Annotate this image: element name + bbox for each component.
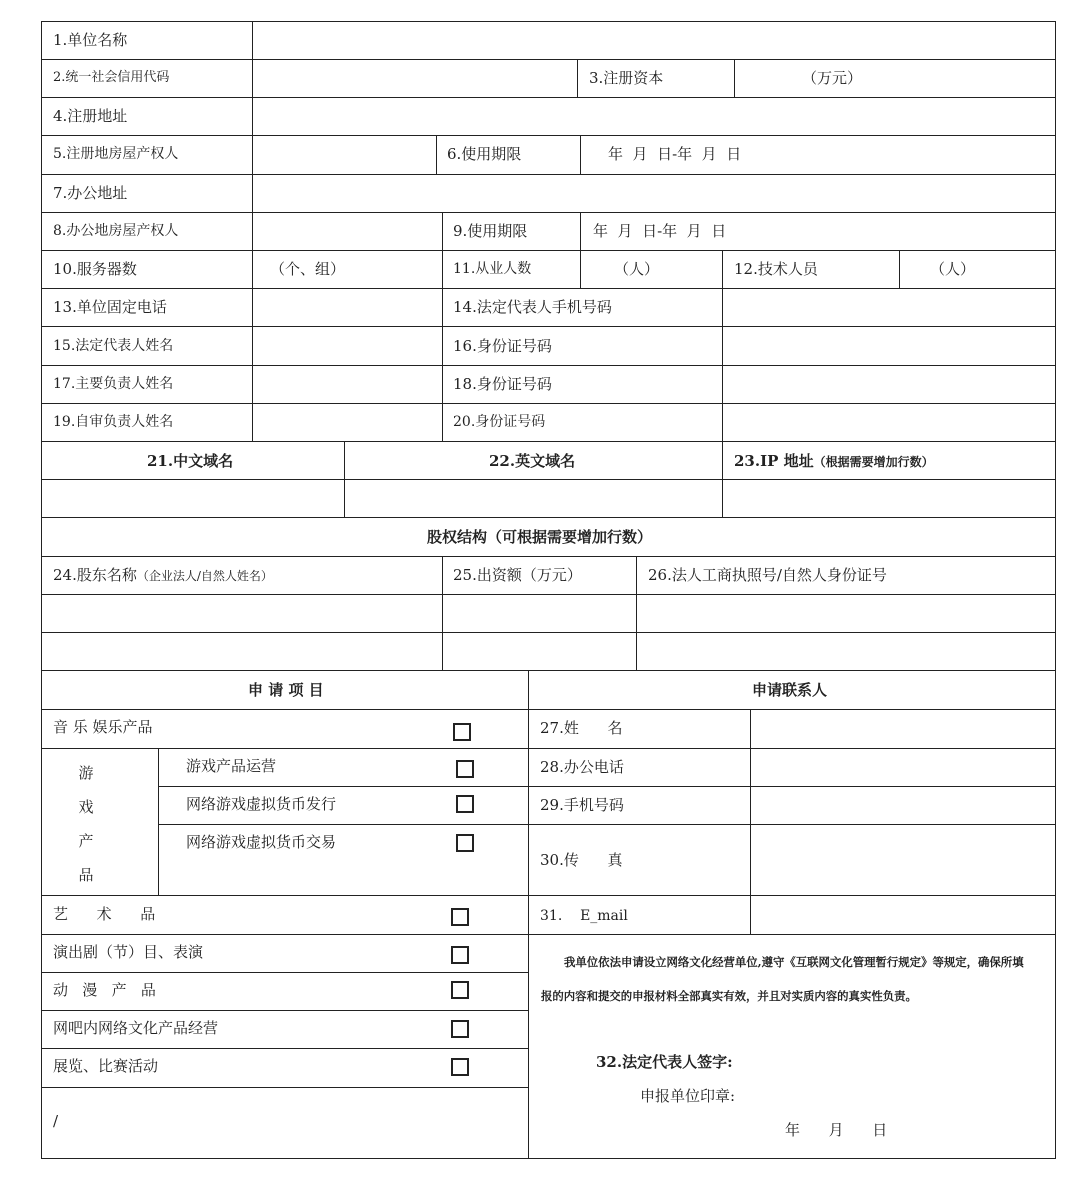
col-rule [528, 670, 529, 1159]
row-rule [41, 1087, 529, 1088]
reg-address-label: 4.注册地址 [53, 107, 128, 125]
capital-field[interactable] [443, 633, 636, 670]
border [41, 1158, 1056, 1159]
row-rule [41, 895, 529, 896]
shareholder-field[interactable] [42, 595, 442, 632]
en-domain-field[interactable] [345, 480, 722, 517]
col-rule [577, 59, 578, 98]
office-owner-field[interactable] [253, 213, 442, 250]
signature-field[interactable] [760, 1045, 1040, 1077]
row-rule [41, 972, 529, 973]
equity-title: 股权结构（可根据需要增加行数） [427, 528, 653, 546]
reg-capital-label: 3.注册资本 [589, 69, 664, 87]
ip-address-field[interactable] [723, 480, 1055, 517]
shareholder-field[interactable] [42, 633, 442, 670]
row-rule [41, 556, 1056, 557]
office-period-label: 9.使用期限 [453, 222, 528, 240]
contact-name-label: 27.姓 名 [540, 719, 623, 737]
border [41, 21, 42, 1159]
game-group-char: 戏 [78, 798, 94, 816]
legal-rep-id-label: 16.身份证号码 [453, 337, 552, 355]
apply-title: 申 请 项 目 [248, 681, 324, 699]
capital-field[interactable] [443, 595, 636, 632]
office-phone-field[interactable] [751, 749, 1055, 786]
capital-header: 25.出资额（万元） [453, 566, 582, 584]
game-group-char: 游 [78, 764, 94, 782]
office-owner-label: 8.办公地房屋产权人 [53, 223, 179, 239]
license-field[interactable] [637, 633, 1055, 670]
auditor-id-label: 20.身份证号码 [453, 414, 546, 430]
row-rule [41, 517, 1056, 518]
fixed-phone-label: 13.单位固定电话 [53, 298, 167, 316]
col-rule [436, 135, 437, 175]
row-rule [41, 212, 1056, 213]
contact-name-field[interactable] [751, 710, 1055, 748]
vc-trade-label: 网络游戏虚拟货币交易 [186, 833, 337, 851]
office-phone-label: 28.办公电话 [540, 758, 624, 776]
contact-mobile-label: 29.手机号码 [540, 796, 624, 814]
cn-domain-field[interactable] [42, 480, 344, 517]
legal-rep-mobile-field[interactable] [723, 289, 1055, 326]
row-rule [41, 748, 529, 749]
ip-address-note: （根据需要增加行数） [813, 455, 934, 469]
row-rule [41, 670, 1056, 671]
music-checkbox[interactable] [453, 723, 471, 741]
game-group-char: 产 [78, 832, 94, 850]
signature-label: 32.法定代表人签字: [596, 1053, 733, 1071]
manager-id-label: 18.身份证号码 [453, 375, 552, 393]
animation-label: 动 漫 产 品 [53, 981, 156, 999]
legal-rep-name-field[interactable] [253, 327, 442, 365]
row-rule [41, 441, 1056, 442]
col-rule [158, 748, 159, 896]
manager-name-label: 17.主要负责人姓名 [53, 376, 174, 392]
row-rule [41, 934, 529, 935]
row-rule [41, 250, 1056, 251]
legal-rep-id-field[interactable] [723, 327, 1055, 365]
legal-rep-name-label: 15.法定代表人姓名 [53, 338, 174, 354]
manager-name-field[interactable] [253, 366, 442, 403]
office-period-value: 年 月 日-年 月 日 [593, 222, 727, 240]
exhibition-checkbox[interactable] [451, 1058, 469, 1076]
reg-owner-field[interactable] [253, 136, 436, 174]
office-address-field[interactable] [253, 175, 1055, 212]
reg-address-field[interactable] [253, 98, 1055, 135]
fixed-phone-field[interactable] [253, 289, 442, 326]
servers-unit: （个、组） [270, 260, 346, 278]
office-address-label: 7.办公地址 [53, 184, 128, 202]
ip-address-header: 23.IP 地址（根据需要增加行数） [734, 452, 934, 470]
col-rule [442, 212, 443, 442]
auditor-id-field[interactable] [723, 404, 1055, 441]
tech-staff-label: 12.技术人员 [734, 260, 818, 278]
auditor-name-label: 19.自审负责人姓名 [53, 414, 174, 430]
music-label: 音 乐 娱乐产品 [53, 718, 153, 736]
performance-checkbox[interactable] [451, 946, 469, 964]
art-label: 艺 术 品 [53, 905, 156, 923]
license-header: 26.法人工商执照号/自然人身份证号 [648, 566, 887, 584]
col-rule [899, 250, 900, 289]
performance-label: 演出剧（节）目、表演 [53, 943, 204, 961]
unit-name-field[interactable] [253, 22, 1055, 59]
exhibition-label: 展览、比赛活动 [53, 1057, 159, 1075]
other-mark: / [53, 1112, 59, 1130]
fax-label: 30.传 真 [540, 851, 623, 869]
col-rule [580, 212, 581, 289]
animation-checkbox[interactable] [451, 981, 469, 999]
auditor-name-field[interactable] [253, 404, 442, 441]
cn-domain-header: 21.中文域名 [147, 452, 234, 470]
email-label: 31. E_mail [540, 908, 628, 924]
vc-issue-label: 网络游戏虚拟货币发行 [186, 795, 337, 813]
cafe-label: 网吧内网络文化产品经营 [53, 1019, 219, 1037]
vc-issue-checkbox[interactable] [456, 795, 474, 813]
staff-unit: （人） [614, 260, 660, 278]
row-rule [41, 135, 1056, 136]
game-products-group [66, 756, 106, 892]
border [1055, 21, 1056, 1159]
reg-period-value: 年 月 日-年 月 日 [608, 145, 742, 163]
staff-label: 11.从业人数 [453, 261, 532, 277]
manager-id-field[interactable] [723, 366, 1055, 403]
credit-code-field[interactable] [253, 60, 577, 97]
seal-label: 申报单位印章: [640, 1087, 736, 1105]
row-rule [529, 934, 1056, 935]
row-rule [41, 1010, 529, 1011]
game-ops-label: 游戏产品运营 [186, 757, 277, 775]
reg-period-label: 6.使用期限 [447, 145, 522, 163]
game-ops-checkbox[interactable] [456, 760, 474, 778]
tech-staff-unit: （人） [930, 260, 976, 278]
shareholder-header: 24.股东名称（企业法人/自然人姓名） [53, 566, 273, 584]
en-domain-header: 22.英文域名 [489, 452, 576, 470]
reg-capital-unit: （万元） [802, 69, 863, 87]
row-rule [158, 786, 529, 787]
reg-owner-label: 5.注册地房屋产权人 [53, 146, 179, 162]
row-rule [158, 824, 529, 825]
col-rule [580, 135, 581, 175]
legal-rep-mobile-label: 14.法定代表人手机号码 [453, 298, 612, 316]
game-group-char: 品 [78, 866, 94, 884]
declaration-line2: 报的内容和提交的申报材料全部真实有效，并且对实质内容的真实性负责。 [541, 989, 917, 1003]
cafe-checkbox[interactable] [451, 1020, 469, 1038]
shareholder-note: （企业法人/自然人姓名） [136, 569, 273, 583]
credit-code-label: 2.统一社会信用代码 [53, 70, 170, 85]
servers-label: 10.服务器数 [53, 260, 137, 278]
declaration-date: 年 月 日 [785, 1121, 888, 1139]
fax-field[interactable] [751, 825, 1055, 895]
unit-name-label: 1.单位名称 [53, 31, 128, 49]
license-field[interactable] [637, 595, 1055, 632]
vc-trade-checkbox[interactable] [456, 834, 474, 852]
contact-title: 申请联系人 [752, 681, 828, 699]
art-checkbox[interactable] [451, 908, 469, 926]
row-rule [41, 1048, 529, 1049]
declaration-line1: 我单位依法申请设立网络文化经营单位,遵守《互联网文化管理暂行规定》等规定，确保所填 [564, 955, 1024, 969]
contact-mobile-field[interactable] [751, 787, 1055, 824]
reg-capital-field[interactable] [735, 60, 1055, 97]
email-field[interactable] [751, 896, 1055, 934]
